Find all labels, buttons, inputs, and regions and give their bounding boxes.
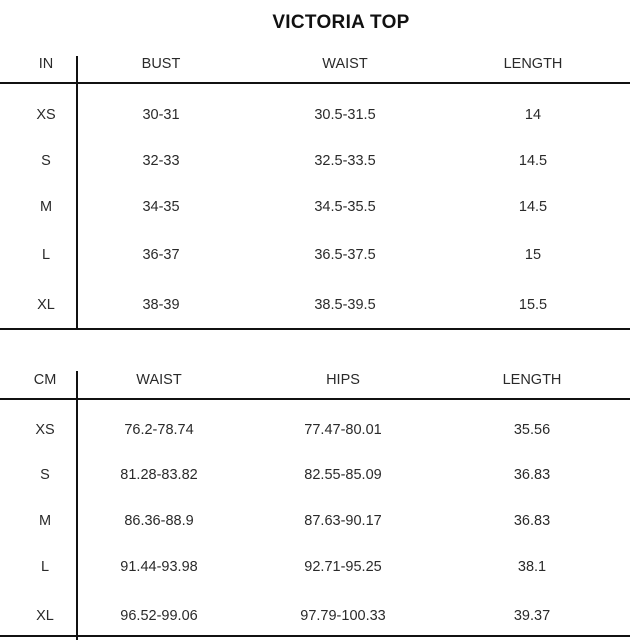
table-bottom-divider [0, 635, 630, 637]
table-cell: 81.28-83.82 [120, 467, 198, 483]
header-divider [0, 398, 630, 400]
table-cell: 14.5 [518, 153, 548, 169]
table-cell: 34.5-35.5 [314, 199, 376, 215]
header-divider [0, 82, 630, 84]
unit-header: CM [33, 372, 57, 388]
table-cell: 36-37 [142, 247, 180, 263]
table-cell: 82.55-85.09 [304, 467, 382, 483]
unit-header: IN [38, 56, 54, 72]
column-header: LENGTH [503, 56, 563, 72]
table-cell: 14 [524, 107, 542, 123]
table-cell: 87.63-90.17 [304, 513, 382, 529]
table-bottom-divider [0, 328, 630, 330]
table-cell: 76.2-78.74 [124, 422, 194, 438]
table-cell: 15.5 [518, 297, 548, 313]
column-header: BUST [141, 56, 181, 72]
size-label: M [38, 513, 52, 529]
size-label: XS [35, 422, 55, 438]
table-cell: 39.37 [513, 608, 551, 624]
table-cell: 36.83 [513, 467, 551, 483]
column-header: HIPS [326, 372, 360, 388]
size-label: XL [36, 608, 54, 624]
table-cell: 91.44-93.98 [120, 559, 198, 575]
table-cell: 97.79-100.33 [300, 608, 386, 624]
table-cell: 32.5-33.5 [314, 153, 376, 169]
size-label: S [40, 467, 50, 483]
size-label: L [41, 247, 51, 263]
table-cell: 34-35 [142, 199, 180, 215]
table-cell: 36.5-37.5 [314, 247, 376, 263]
table-cell: 35.56 [513, 422, 551, 438]
table-cell: 30-31 [142, 107, 180, 123]
table-cell: 92.71-95.25 [304, 559, 382, 575]
column-header: LENGTH [502, 372, 562, 388]
column-divider [76, 371, 78, 640]
column-header: WAIST [322, 56, 368, 72]
column-header: WAIST [136, 372, 182, 388]
table-cell: 36.83 [513, 513, 551, 529]
table-cell: 14.5 [518, 199, 548, 215]
table-cell: 15 [524, 247, 542, 263]
size-label: XL [37, 297, 55, 313]
size-label: L [40, 559, 50, 575]
table-cell: 38.1 [517, 559, 547, 575]
chart-title: VICTORIA TOP [272, 12, 410, 33]
size-label: M [39, 199, 53, 215]
table-cell: 77.47-80.01 [304, 422, 382, 438]
table-cell: 30.5-31.5 [314, 107, 376, 123]
column-divider [76, 56, 78, 330]
table-cell: 86.36-88.9 [124, 513, 194, 529]
table-cell: 38.5-39.5 [314, 297, 376, 313]
size-label: S [41, 153, 51, 169]
table-cell: 38-39 [142, 297, 180, 313]
table-cell: 32-33 [142, 153, 180, 169]
size-label: XS [36, 107, 56, 123]
table-cell: 96.52-99.06 [120, 608, 198, 624]
